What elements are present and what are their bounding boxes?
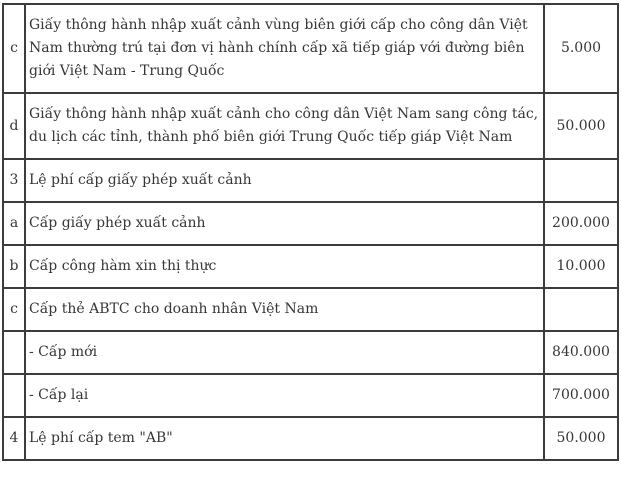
fee-amount-cell [544, 159, 618, 202]
fee-description-cell: Lệ phí cấp tem "AB" [25, 417, 544, 460]
fee-description-cell: Cấp thẻ ABTC cho doanh nhân Việt Nam [25, 288, 544, 331]
fee-amount-cell: 50.000 [544, 417, 618, 460]
table-row [3, 374, 618, 417]
table-row [3, 331, 618, 374]
table-row [3, 159, 618, 202]
row-no-cell: a [3, 202, 25, 245]
fee-amount-cell: 700.000 [544, 374, 618, 417]
fee-description-cell: - Cấp mới [25, 331, 544, 374]
table-row [3, 245, 618, 288]
table-row [3, 4, 618, 93]
table-row [3, 93, 618, 159]
fee-amount-cell: 10.000 [544, 245, 618, 288]
row-no-cell: b [3, 245, 25, 288]
fee-description-cell: Giấy thông hành nhập xuất cảnh vùng biên giới cấp cho công dân Việt Nam thường trú tại đơn vị hành chính cấp xã tiếp giáp với đường biên giới Việt Nam - Trung Quốc [25, 4, 544, 93]
row-no-cell [3, 331, 25, 374]
fee-description-cell: - Cấp lại [25, 374, 544, 417]
row-no-cell: c [3, 4, 25, 93]
row-no-cell: d [3, 93, 25, 159]
row-no-cell [3, 374, 25, 417]
fee-table-body [3, 4, 618, 460]
table-row [3, 202, 618, 245]
row-no-cell: 3 [3, 159, 25, 202]
fee-description-cell: Cấp công hàm xin thị thực [25, 245, 544, 288]
fee-amount-cell: 200.000 [544, 202, 618, 245]
fee-amount-cell [544, 288, 618, 331]
fee-description-cell: Lệ phí cấp giấy phép xuất cảnh [25, 159, 544, 202]
fee-description-cell: Cấp giấy phép xuất cảnh [25, 202, 544, 245]
fee-description-cell: Giấy thông hành nhập xuất cảnh cho công dân Việt Nam sang công tác, du lịch các tỉnh, thành phố biên giới Trung Quốc tiếp giáp Việt Nam [25, 93, 544, 159]
fee-amount-cell: 5.000 [544, 4, 618, 93]
row-no-cell: c [3, 288, 25, 331]
fee-amount-cell: 840.000 [544, 331, 618, 374]
fee-schedule-table [2, 3, 619, 461]
row-no-cell: 4 [3, 417, 25, 460]
table-row [3, 288, 618, 331]
table-row [3, 417, 618, 460]
fee-amount-cell: 50.000 [544, 93, 618, 159]
